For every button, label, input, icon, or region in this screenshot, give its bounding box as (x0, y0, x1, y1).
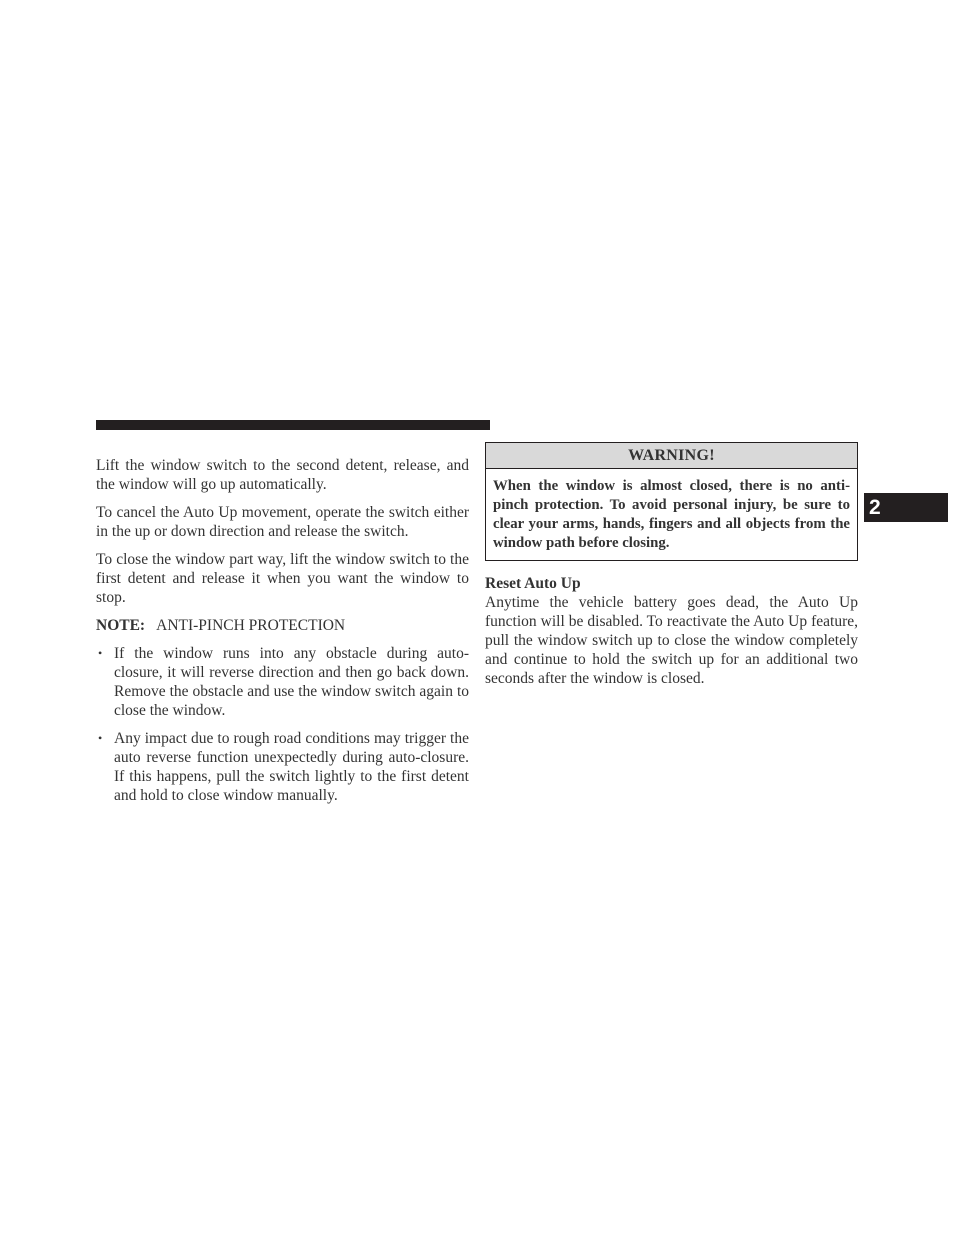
section-rule-bar (96, 420, 490, 430)
reset-auto-up-heading: Reset Auto Up (485, 575, 581, 592)
chapter-tab: 2 (864, 493, 948, 522)
bullet-icon: • (98, 731, 103, 745)
warning-body: When the window is almost closed, there is no anti-pinch protection. To avoid personal injury, be sure to clear your arms, hands, fingers and all objects from the window path before closing. (493, 478, 850, 551)
list-item (96, 644, 469, 720)
paragraph-auto-up: Lift the window switch to the second detent, release, and the window will go up automatically. (96, 457, 469, 493)
list-item-text: Any impact due to rough road conditions may trigger the auto reverse function unexpectedly during auto-closure. If this happens, pull the switch lightly to the first detent and hold to close window manually. (114, 730, 469, 804)
reset-auto-up-body: Anytime the vehicle battery goes dead, the Auto Up function will be disabled. To reactivate the Auto Up feature, pull the window switch up to close the window completely and continue to hold the switch up for an additional two seconds after the window is closed. (485, 594, 858, 687)
list-item (96, 729, 469, 805)
paragraph-cancel-auto-up: To cancel the Auto Up movement, operate the switch either in the up or down direction and release the switch. (96, 504, 469, 540)
list-item-text: If the window runs into any obstacle during auto-closure, it will reverse direction and then go back down. Remove the obstacle and use the window switch again to close the window. (114, 645, 469, 719)
warning-box (485, 442, 858, 561)
note-text: ANTI-PINCH PROTECTION (156, 617, 346, 634)
note (96, 616, 469, 635)
bullet-icon: • (98, 646, 103, 660)
right-column (485, 442, 858, 688)
left-column (96, 456, 469, 814)
bullet-list (96, 644, 469, 805)
paragraph-close-part-way: To close the window part way, lift the window switch to the first detent and release it when you want the window to stop. (96, 551, 469, 606)
note-label: NOTE: (96, 617, 146, 634)
warning-title: WARNING! (486, 443, 857, 469)
